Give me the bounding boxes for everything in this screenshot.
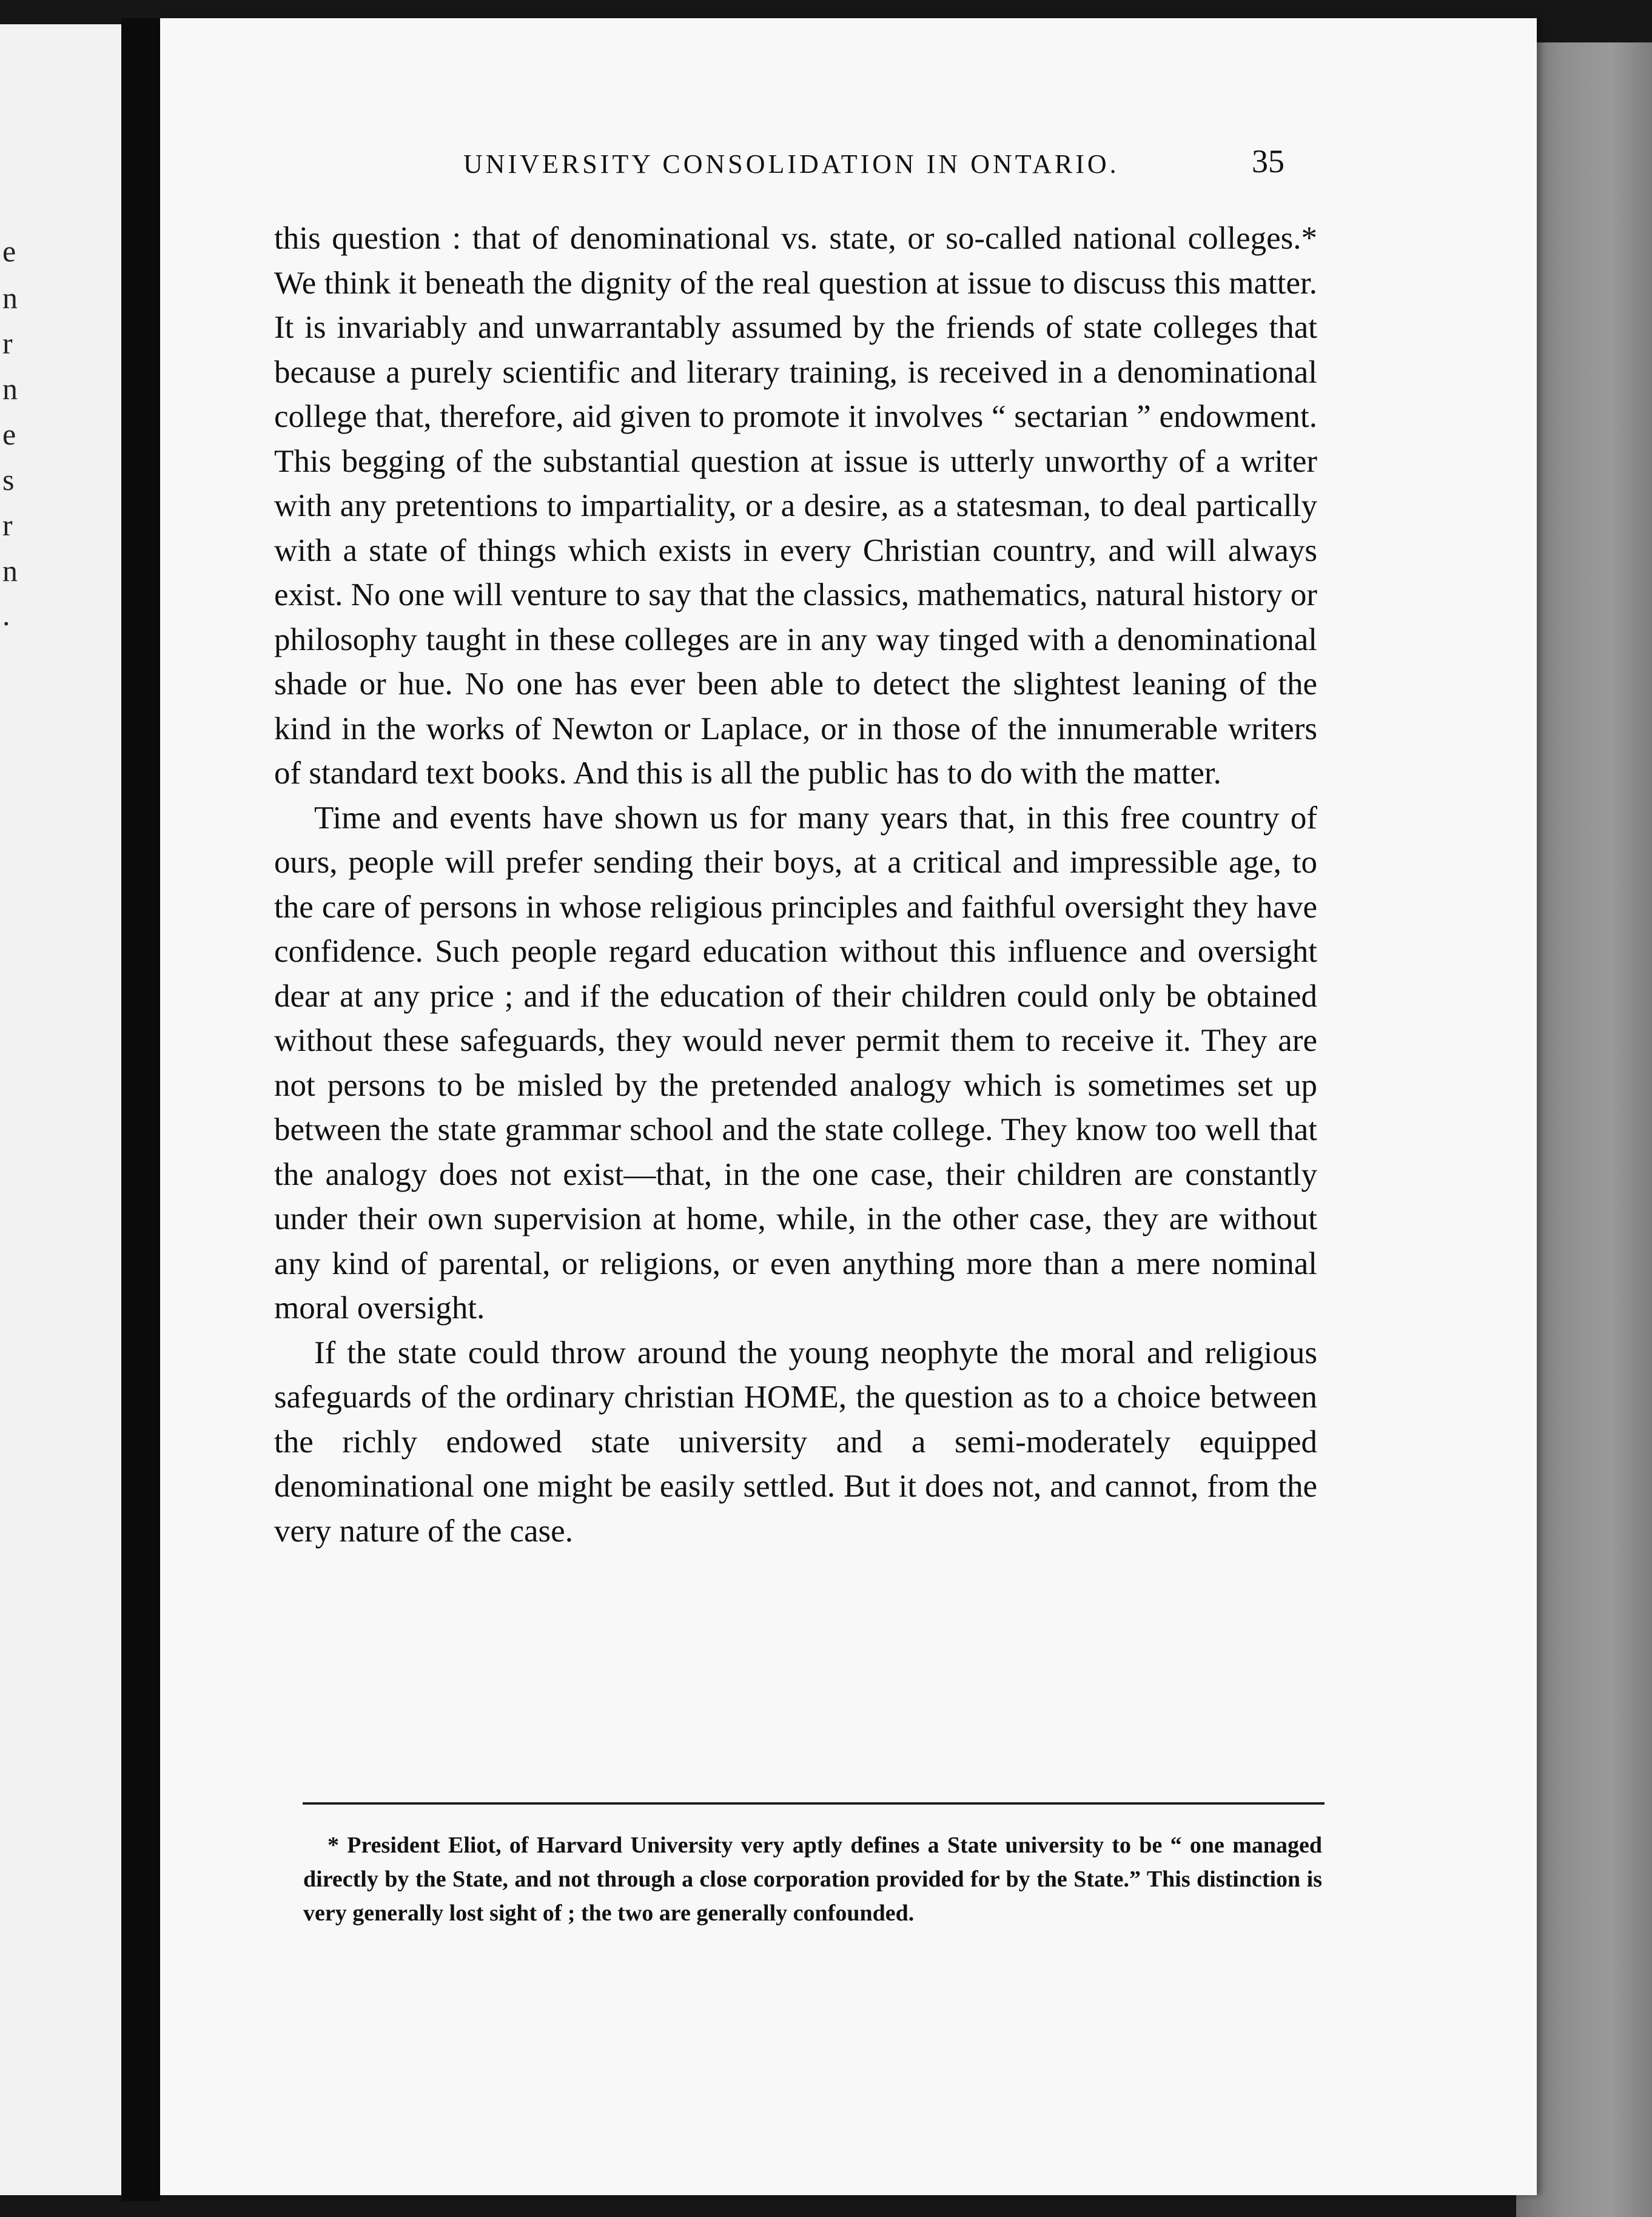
emphasis-word: HOME [744, 1380, 839, 1415]
footnote-text: * President Eliot, of Harvard University very aptly defines a State university to be “ one managed directly by the State, and not through a close corporation provided for by the State.” This distinction is very generally lost sight of ; the two are generally confounded. [303, 1833, 1322, 1926]
edge-letter: r [2, 508, 13, 542]
footnote [303, 1828, 1322, 1930]
edge-letter: n [2, 281, 18, 315]
book-gutter [121, 18, 160, 2201]
paragraph-text: , the question as to a choice between the richly endowed state university and a semi-moderately equipped denominational one might be easily settled. But it does not, and cannot, from the very nature of the case. [274, 1380, 1317, 1549]
edge-letter: . [2, 598, 10, 632]
paragraph [274, 1331, 1317, 1554]
edge-letter: s [2, 463, 15, 497]
edge-letter: n [2, 554, 18, 588]
paragraph: Time and events have shown us for many years that, in this free country of ours, people will prefer sending their boys, at a critical and impressible age, to the care of persons in whose religious principles and faithful oversight they have confidence. Such people regard education without this influence and oversight dear at any price ; and if the education of their children could only be obtained without these safeguards, they would never permit them to receive it. They are not persons to be misled by the pretended analogy which is sometimes set up between the state grammar school and the state college. They know too well that the analogy does not exist—that, in the one case, their children are constantly under their own supervision at home, while, in the other case, they are without any kind of parental, or religions, or even anything more than a mere nominal moral oversight. [274, 800, 1317, 1326]
paragraph: this question : that of denominational vs. state, or so-called national colleges.* We think it beneath the dignity of the real question at issue to discuss this matter. It is invariably and unwarrantably assumed by the friends of state colleges that because a purely scientific and literary training, is received in a denominational college that, therefore, aid given to promote it involves “ sectarian ” endowment. This begging of the substantial question at issue is utterly unworthy of a writer with any pretentions to impartiality, or a desire, as a statesman, to deal partically with a state of things which exists in every Christian country, and will always exist. No one will venture to say that the classics, mathematics, natural history or philosophy taught in these colleges are in any way tinged with a denominational shade or hue. No one has ever been able to detect the slightest leaning of the kind in the works of Newton or Laplace, or in those of the innumerable writers of standard text books. And this is all the public has to do with the matter. [274, 221, 1317, 791]
book-page [160, 18, 1537, 2195]
facing-page-edge [0, 24, 121, 2195]
paragraph-text: If the state could throw around the young neophyte the moral and religious safeguards of the ordinary christian [274, 1335, 1317, 1415]
edge-letter: r [2, 326, 13, 360]
edge-letter: e [2, 417, 16, 451]
page-number: 35 [1252, 143, 1284, 179]
edge-letter: e [2, 234, 16, 268]
running-title: UNIVERSITY CONSOLIDATION IN ONTARIO. [463, 149, 1120, 179]
edge-letter: n [2, 372, 18, 406]
footnote-rule [303, 1802, 1325, 1805]
body-text [274, 216, 1317, 1554]
facing-page-letters [0, 24, 24, 873]
